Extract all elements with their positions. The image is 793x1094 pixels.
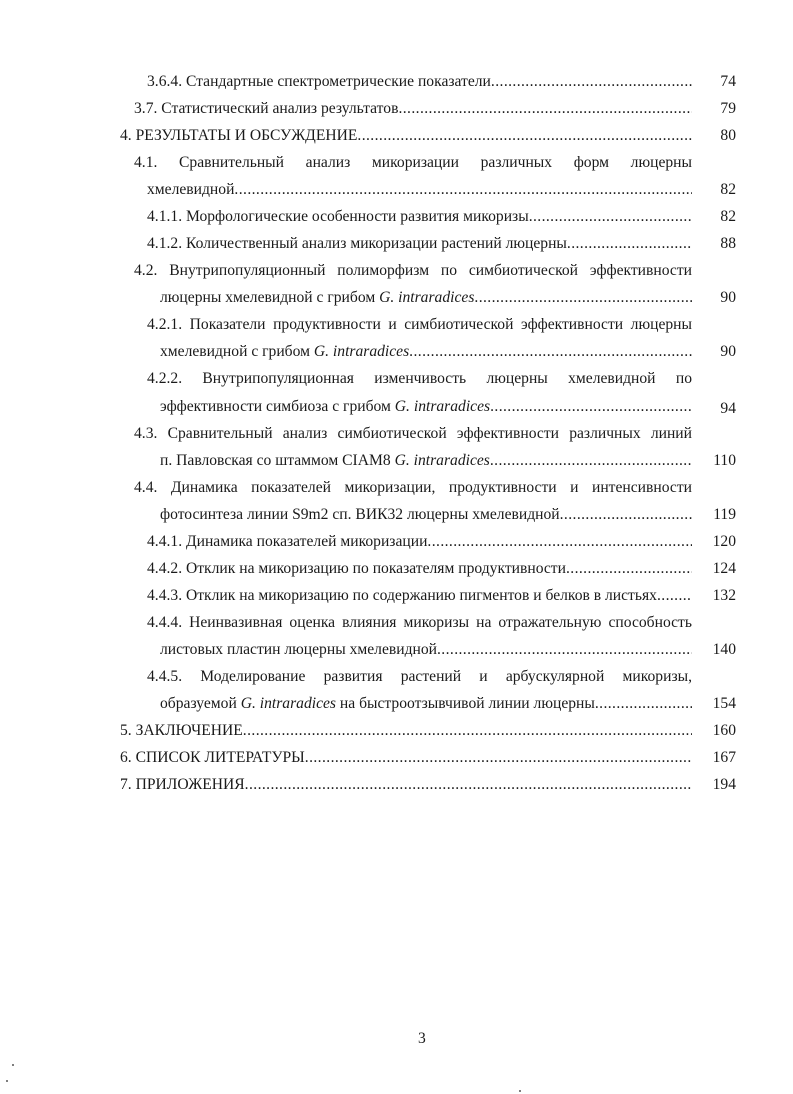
leader-dots [490, 449, 692, 473]
toc-entry: 4. РЕЗУЛЬТАТЫ И ОБСУЖДЕНИЕ ..... [120, 124, 692, 148]
toc-page-number: 140 [712, 641, 736, 658]
toc-entry-line1: 4.4.4. Неинвазивная оценка влияния микоризы на отражательную способность [147, 614, 692, 631]
toc-page-number: 160 [712, 722, 736, 739]
leader-dots [245, 773, 692, 797]
toc-page-number: 82 [720, 181, 736, 198]
toc-page-number: 124 [712, 560, 736, 577]
leader-dots [437, 638, 692, 662]
leader-dots [474, 286, 692, 310]
toc-page-number: 94 [720, 400, 736, 417]
toc-entry-line2: люцерны хмелевидной с грибом G. intraradices ..... [160, 286, 692, 310]
toc-page-number: 90 [720, 289, 736, 306]
toc-page-number: 90 [720, 343, 736, 360]
leader-dots [357, 124, 692, 148]
toc-entry: 4.4.2. Отклик на микоризацию по показателям продуктивности ..... [147, 557, 692, 581]
toc-entry-line1: 4.3. Сравнительный анализ симбиотической эффективности различных линий [134, 425, 692, 442]
toc-page-number: 74 [720, 73, 736, 90]
toc-page-number: 119 [713, 506, 736, 523]
toc-entry-line2: фотосинтеза линии S9m2 сп. ВИК32 люцерны хмелевидной ..... [160, 503, 692, 527]
toc-page-number: 79 [720, 100, 736, 117]
toc-entry: 3.6.4. Стандартные спектрометрические показатели ..... [147, 70, 692, 94]
leader-dots [560, 503, 692, 527]
toc-entry-line2: листовых пластин люцерны хмелевидной ..... [160, 638, 692, 662]
leader-dots [657, 584, 692, 608]
leader-dots [427, 530, 692, 554]
toc-entry-line1: 4.2.2. Внутрипопуляционная изменчивость люцерны хмелевидной по [147, 370, 692, 387]
page-number: 3 [418, 1030, 426, 1047]
toc-entry: 6. СПИСОК ЛИТЕРАТУРЫ ..... [120, 746, 692, 770]
toc-entry-line1: 4.2.1. Показатели продуктивности и симбиотической эффективности люцерны [147, 316, 692, 333]
toc-entry-line2: хмелевидной ..... [147, 178, 692, 202]
toc-page-number: 120 [712, 533, 736, 550]
toc-page-number: 194 [712, 776, 736, 793]
toc-entry-line2: хмелевидной с грибом G. intraradices ..... [160, 340, 692, 364]
leader-dots [491, 70, 692, 94]
toc-page-number: 88 [720, 235, 736, 252]
toc-entry: 4.4.3. Отклик на микоризацию по содержанию пигментов и белков в листьях ..... [147, 584, 692, 608]
toc-entry-line1: 4.4. Динамика показателей микоризации, продуктивности и интенсивности [134, 479, 692, 496]
toc-page-number: 167 [712, 749, 736, 766]
leader-dots [234, 178, 692, 202]
toc-page-number: 132 [712, 587, 736, 604]
toc-page-number: 82 [720, 208, 736, 225]
toc-entry-line2: образуемой G. intraradices на быстроотзывчивой линии люцерны ..... [160, 692, 692, 716]
leader-dots [529, 205, 692, 229]
toc-page-number: 80 [720, 127, 736, 144]
toc-entry: 5. ЗАКЛЮЧЕНИЕ ..... [120, 719, 692, 743]
toc-entry-line2: п. Павловская со штаммом CIAM8 G. intraradices ..... [160, 449, 692, 473]
toc-entry-line1: 4.4.5. Моделирование развития растений и арбускулярной микоризы, [147, 668, 692, 685]
toc-entry: 7. ПРИЛОЖЕНИЯ ..... [120, 773, 692, 797]
toc-entry: 4.1.2. Количественный анализ микоризации растений люцерны ..... [147, 232, 692, 256]
toc-entry-line1: 4.1. Сравнительный анализ микоризации различных форм люцерны [134, 154, 692, 171]
leader-dots [566, 557, 692, 581]
leader-dots [567, 232, 692, 256]
leader-dots [398, 97, 692, 121]
toc-page-number: 110 [713, 452, 736, 469]
leader-dots [305, 746, 692, 770]
leader-dots [595, 692, 692, 716]
toc-entry: 4.4.1. Динамика показателей микоризации ..... [147, 530, 692, 554]
scan-speck [6, 1080, 8, 1082]
leader-dots [490, 395, 692, 419]
leader-dots [243, 719, 692, 743]
toc-entry: 3.7. Статистический анализ результатов ..... [134, 97, 692, 121]
toc-entry-line1: 4.2. Внутрипопуляционный полиморфизм по симбиотической эффективности [134, 262, 692, 279]
toc-entry: 4.1.1. Морфологические особенности развития микоризы ..... [147, 205, 692, 229]
toc-page-number: 154 [712, 695, 736, 712]
toc-entry-line2: эффективности симбиоза с грибом G. intraradices ..... [160, 395, 692, 419]
scan-speck [519, 1090, 521, 1092]
leader-dots [409, 340, 692, 364]
scan-speck [12, 1064, 14, 1066]
